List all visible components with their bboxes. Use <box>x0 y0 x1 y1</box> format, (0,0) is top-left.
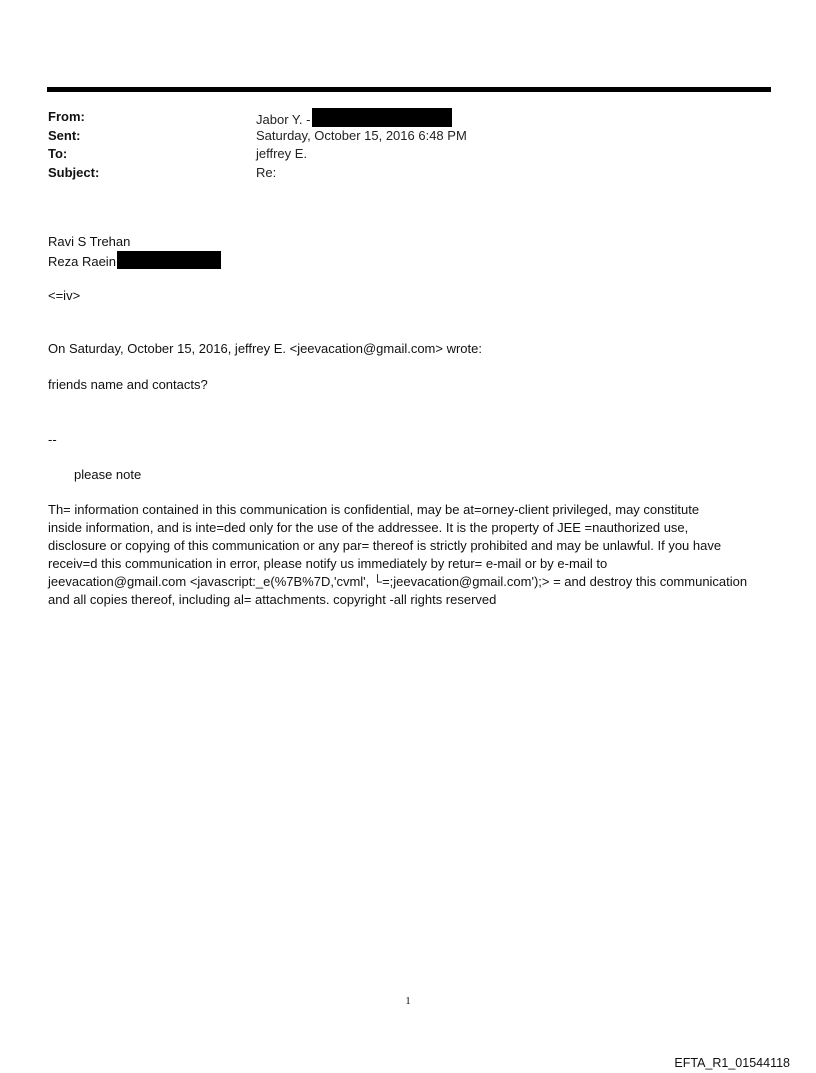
document-id: EFTA_R1_01544118 <box>674 1056 790 1070</box>
sent-row <box>48 127 768 146</box>
contact-name: Reza Raein <box>48 254 116 269</box>
to-row <box>48 145 768 164</box>
to-label: To: <box>48 146 68 161</box>
question-line: friends name and contacts? <box>48 377 208 392</box>
disclaimer-line: inside information, and is inte=ded only for the use of the addressee. It is the property of JEE =nauthorized use, <box>48 520 689 535</box>
tag-line: <=iv> <box>48 288 81 303</box>
contact-line <box>48 251 770 271</box>
redaction-bar <box>117 251 221 269</box>
email-header <box>48 108 768 182</box>
note-line: please note <box>74 467 142 482</box>
disclaimer-line: jeevacation@gmail.com <javascript:_e(%7B%7D,'cvml', └=;jeevacation@gmail.com');> = and destroy this communication <box>48 574 748 589</box>
contacts-block <box>48 233 770 271</box>
disclaimer <box>48 501 770 609</box>
to-value: jeffrey E. <box>256 146 308 161</box>
from-name: Jabor Y. - <box>256 112 311 127</box>
contact-line: Ravi S Trehan <box>48 234 131 249</box>
disclaimer-line: receiv=d this communication in error, please notify us immediately by retur= e-mail or by e-mail to <box>48 556 608 571</box>
sent-label: Sent: <box>48 127 81 143</box>
subject-value: Re: <box>256 164 277 180</box>
signature-separator: -- <box>48 432 57 447</box>
disclaimer-line: disclosure or copying of this communication or any par= thereof is strictly prohibited and may be unlawful. If you have <box>48 538 722 553</box>
from-row <box>48 108 768 127</box>
from-value <box>256 108 452 127</box>
header-rule <box>47 87 771 92</box>
from-label: From: <box>48 109 85 124</box>
subject-label: Subject: <box>48 164 100 180</box>
sent-value: Saturday, October 15, 2016 6:48 PM <box>256 127 467 143</box>
redaction-bar <box>312 108 452 127</box>
subject-row <box>48 164 768 183</box>
disclaimer-line: and all copies thereof, including al= attachments. copyright -all rights reserved <box>48 592 497 607</box>
page-number: 1 <box>405 995 411 1007</box>
quote-intro: On Saturday, October 15, 2016, jeffrey E. <jeevacation@gmail.com> wrote: <box>48 341 482 356</box>
disclaimer-line: Th= information contained in this communication is confidential, may be at=orney-client privileged, may constitute <box>48 502 700 517</box>
